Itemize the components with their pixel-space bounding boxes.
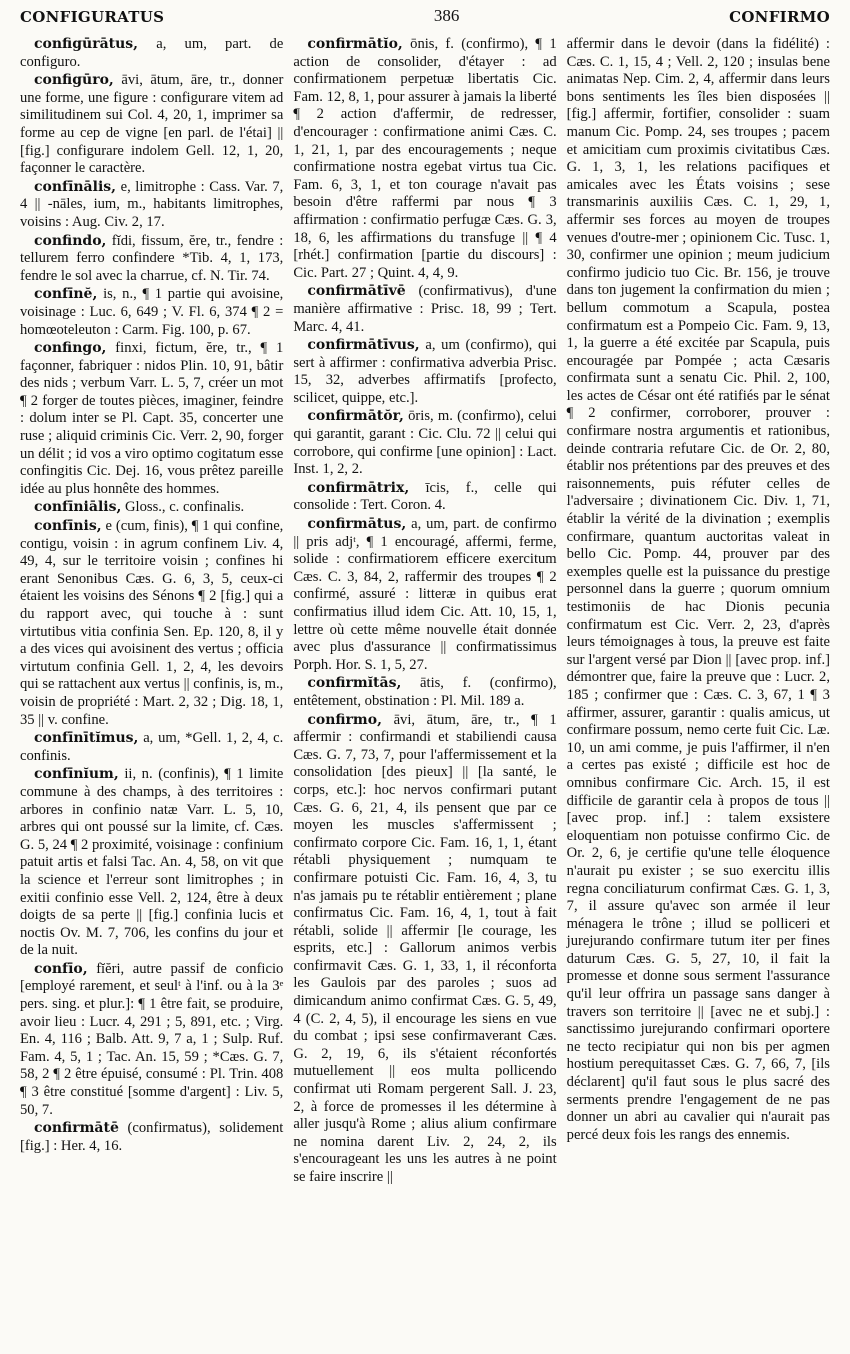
entry-headword: confirmātīvus,: [307, 337, 420, 354]
dictionary-entry: [20, 499, 283, 517]
entry-definition: ātis, f. (confirmo), entêtement, obstination : Pl. Mil. 189 a.: [293, 675, 557, 709]
entry-definition: a, um, part. de confirmo || pris adjᵗ, ¶ 1 encouragé, affermi, ferme, solide : confirmatiorem efficere exercitum Cæs. C. 3, 84, 2, raffermir des troupes ¶ 2 confirmé, assuré : litteræ in quibus erat confirmatius illud idem Cic. Att. 10, 15, 1, lettre où cette même nouvelle était donnée avec plus d'assurance || confirmatissimus Porph. Hor. S. 1, 5, 27.: [293, 516, 557, 673]
dictionary-entry: [293, 675, 556, 710]
dictionary-entry: [20, 730, 283, 765]
entry-definition: a, um (confirmo), qui sert à affirmer : confirmativa adverbia Prisc. 15, 32, adverbes affirmatifs [profecto, scilicet, quippe, etc.].: [293, 337, 557, 406]
dictionary-entry: [20, 286, 283, 339]
entry-headword: confirmātŏr,: [307, 408, 404, 425]
dictionary-entry: [293, 516, 556, 674]
entry-definition: īcis, f., celle qui consolide : Tert. Coron. 4.: [293, 479, 557, 514]
entry-headword: confīnis,: [34, 518, 102, 535]
entry-headword: configūro,: [34, 72, 114, 89]
entry-definition: fĭĕri, autre passif de conficio [employé rarement, et seulᵗ à l'inf. ou à la 3ᵉ pers. sing. et plur.]: ¶ 1 être fait, se produire, avoir lieu : Lucr. 4, 291 ; 5, 891, etc. ; Virg. En. 4, 116 ; Balb. Att. 9, 7 a, 1 ; Sulp. Ruf. Fam. 4, 5, 1 ; Tac. An. 15, 59 ; *Cæs. G. 7, 58, 2 ¶ 2 être épuisé, consumé : Pl. Trin. 408 ¶ 3 être constitué [somme d'argent] : Liv. 5, 50, 7.: [20, 960, 284, 1118]
dictionary-entry: [293, 36, 556, 282]
entry-definition: is, n., ¶ 1 partie qui avoisine, voisinage : Luc. 6, 649 ; V. Fl. 6, 374 ¶ 2 = homœoteleuton : Carm. Fig. 100, p. 67.: [20, 286, 284, 338]
left-guide-word: CONFIGURATUS: [20, 8, 165, 26]
entry-definition: a, um, *Gell. 1, 2, 4, c. confinis.: [20, 730, 284, 764]
entry-definition: affermir dans le devoir (dans la fidélité) : Cæs. C. 1, 15, 4 ; Vell. 2, 120 ; insulas bene animatas Nep. Cim. 2, 4, affermir dans leurs bons sentiments les îles bien disposées || [fig.] affermir, fortifier, consolider : suam manum Cic. Pomp. 24, ses troupes ; pacem et amicitiam cum proximis civitatibus Cæs. G. 1, 3, 1, les relations pacifiques et amicales avec les États voisins ; sese transmarinis auxiliis Cæs. C. 1, 29, 1, affermir ses forces au moyen de troupes venues d'outre-mer ; opinionem Cic. Tusc. 1, 30, confirmer une opinion ; meum judicium confirmo judicio tuo Cic. Br. 156, je trouve dans ton jugement la confirmation du mien ; bellum commotum a Scapula, postea confirmatum est a Pompeio Cic. Fam. 9, 13, 1, la guerre a été excitée par Scapula, puis encouragée par Pompée ; acta Cæsaris confirmata sunt a senatu Cic. Phil. 2, 100, les actes de César ont été ratifiés par le sénat ¶ 2 confirmer, corroborer, prouver : confirmare nostra argumentis et rationibus, deinde contraria refutare Cic. de Or. 2, 80, établir nos prétentions par des preuves et des raisonnements, puis réfuter celles de l'adversaire ; divinationem Cic. Div. 1, 71, établir la vérité de la divination ; exemplis confirmare, quantum auctoritas valeat in bello Cic. Pomp. 44, prouver par des exemples quelle est la puissance du prestige personnel dans la guerre ; quorum omnium testimoniis de hac Dionis pecunia confirmatum est Cic. Verr. 2, 23, d'après leurs témoignages à tous, la preuve est faite sur l'argent versé par Dion || [avec prop. inf.] démontrer que, faire la preuve que : Lucr. 2, 185 ; confirmer que : Cæs. C. 3, 67, 1 ¶ 3 affirmer, assurer, garantir : qualis amicus, ut confirmare possum, nemo certe fuit Cic. Læ. 10, un ami comme, je puis l'affirmer, il n'en a certes pas existé ; difficile est hoc de omnibus confirmare Cic. Arch. 15, il est difficile de garantir cela à propos de tous || [avec prop. inf.] : talem exsistere eloquentiam non potuisse confirmo Cic. de Or. 2, 6, je certifie qu'une telle éloquence n'aurait pu exister ; se suo exercitu illis regna conciliaturum confirmat Cæs. G. 1, 3, 7, il assure qu'avec son armée il leur ménagera le trône ; illud se polliceri et jurejurando confirmare tutum iter per fines daturum Cæs. G. 5, 27, 10, il fait la promesse et donne sous serment l'assurance qu'il leur offrira un passage sans danger à travers son territoire || [avec ne et subj.] : sanctissimo jurejurando confirmari oportere ne tecto recipiatur qui non bis per agmen hostium perequitasset Cæs. G. 7, 66, 7, [ils déclarent] qu'il faut sous le plus sacré des serments prendre l'engagement de ne pas donner un abri au cavalier qui n'aurait pas percé deux fois les rangs des ennemis.: [566, 36, 830, 1143]
entry-definition: ii, n. (confinis), ¶ 1 limite commune à des champs, à des territoires : arbores in confinio natæ Varr. L. 5, 10, arbres qui ont poussé sur la limite, cf. Cæs. G. 5, 24 ¶ 2 proximité, voisinage : confinium patuit artis et falsi Tac. An. 4, 58, on vit que la science et l'erreur sont limitrophes ; in exitii confinio esse Vell. 2, 124, être à deux doigts de sa perte || [fig.] confinia lucis et noctis Ov. M. 7, 706, les confins du jour et de la nuit.: [20, 766, 284, 959]
entry-definition: e, limitrophe : Cass. Var. 7, 4 || -nāles, ium, m., habitants limitrophes, voisins : Aug. Civ. 2, 17.: [20, 178, 284, 230]
entry-definition: Gloss., c. confinalis.: [125, 499, 245, 516]
entry-headword: confirmo,: [307, 711, 382, 728]
dictionary-entry: [293, 408, 556, 478]
columns: [20, 36, 830, 1188]
dictionary-entry: [20, 233, 283, 286]
column-2: [293, 36, 556, 1188]
entry-headword: confīnĭum,: [34, 766, 119, 783]
entry-headword: confīnālis,: [34, 178, 117, 195]
entry-definition: finxi, fictum, ĕre, tr., ¶ 1 façonner, fabriquer : nidos Plin. 10, 91, bâtir des nids ; verbum Varr. L. 5, 7, créer un mot ¶ 2 forger de toutes pièces, imaginer, feindre : dolum inter se Pl. Capt. 35, concerter une ruse ; aliquid criminis Cic. Verr. 2, 90, forger un délit ; id vos a viro optimo cogitatum esse confingitis Cic. Dej. 16, vous prêtez pareille idée au plus honnête des hommes.: [20, 340, 284, 497]
entry-headword: confīniālis,: [34, 499, 122, 516]
entry-definition: āvi, ātum, āre, tr., ¶ 1 affermir : confirmandi et stabiliendi causa Cæs. G. 7, 73, 7, pour l'affermissement et la consolidation [des pieux] || [la santé, le corps, etc.]: hoc nervos confirmari putant Cæs. G. 6, 21, 4, ils pensent que par ce moyen les muscles s'affermissent ; confirmato corpore Cic. Fam. 16, 1, 1, étant rétabli physiquement ; numquam te confirmare potuisti Cic. Fam. 16, 4, 3, tu n'as jamais pu te rétablir entièrement ; plane confirmatus Cic. Fam. 16, 4, 1, tout à fait rétabli, solide || affermir [le courage, les esprits, etc.] : Gallorum animos verbis confirmavit Cæs. G. 1, 33, 1, il réconforta les Gaulois par des paroles ; suos ad dimicandum animo confirmat Cæs. G. 5, 49, 4 (C. 2, 4, 5), il encourage les siens en vue du combat ; ipsi sese confirmaverant Cæs. G. 2, 19, 6, ils s'étaient réconfortés mutuellement || eos multa pollicendo confirmat uti Romam pergerent Sall. J. 23, 2, à force de promesses il les détermine à aller jusqu'à Rome ; alius alium confirmare ne nomina darent Liv. 2, 24, 2, ils s'encourageant les uns les autres à ne point se faire inscrire ||: [293, 711, 557, 1185]
entry-headword: confirmĭtās,: [307, 675, 402, 692]
entry-headword: confirmātē: [34, 1120, 119, 1137]
dictionary-entry: [20, 340, 283, 498]
entry-headword: confirmātīvē: [307, 283, 406, 300]
entry-definition: ōris, m. (confirmo), celui qui garantit, garant : Cic. Clu. 72 || celui qui corrobore, qui confirme [une opinion] : Lact. Inst. 1, 2, 2.: [293, 408, 557, 478]
dictionary-entry: [567, 36, 830, 1144]
running-header: [20, 6, 830, 36]
right-guide-word: CONFIRMO: [729, 8, 830, 26]
dictionary-entry: [20, 518, 283, 729]
entry-definition: fĭdi, fissum, ĕre, tr., fendre : tellurem ferro confindere *Tib. 4, 1, 173, fendre le sol avec la charrue, cf. N. Tir. 74.: [20, 232, 284, 284]
entry-definition: āvi, ātum, āre, tr., donner une forme, une figure : configurare vitem ad similitudinem sui Col. 4, 20, 1, imprimer sa forme au cep de vigne [en parl. de l'étai] || [fig.] configurare indolem Gell. 12, 1, 20, façonner le caractère.: [20, 72, 284, 177]
entry-headword: confīnītĭmus,: [34, 730, 139, 747]
entry-headword: confīo,: [34, 960, 88, 977]
dictionary-entry: [293, 712, 556, 1187]
dictionary-entry: [293, 480, 556, 515]
dictionary-entry: [20, 179, 283, 232]
entry-definition: (confirmatus), solidement [fig.] : Her. 4, 16.: [20, 1120, 284, 1154]
entry-headword: confirmātus,: [307, 516, 407, 533]
entry-definition: ōnis, f. (confirmo), ¶ 1 action de consolider, d'étayer : ad confirmationem perpetuæ libertatis Cic. Fam. 12, 8, 1, pour assurer à jamais la liberté ¶ 2 action d'affermir, de redresser, d'encourager : confirmatione animi Cæs. C. 1, 21, 1, par des encouragements ; neque confirmatione nostra egebat virtus tua Cic. Fam. 6, 3, 1, et ton courage n'avait pas besoin d'être raffermi par nous ¶ 3 affirmation : confirmatio perfugæ Cæs. G. 3, 18, 6, les affirmations du transfuge || ¶ 4 [rhét.] confirmation [partie du discours] : Cic. Part. 27 ; Quint. 4, 4, 9.: [293, 36, 557, 281]
entry-definition: a, um, part. de configuro.: [20, 36, 284, 70]
column-1: [20, 36, 283, 1188]
entry-definition: e (cum, finis), ¶ 1 qui confine, contigu, voisin : in agrum confinem Liv. 4, 49, 4, sur le territoire voisin ; confines hi erant Senonibus Cæs. G. 6, 3, 5, ceux-ci étaient les voisins des Sénons ¶ 2 [fig.] qui a du rapport avec, qui touche à : sunt virtutibus vitia confinia Sen. Ep. 120, 8, il y a des vices qui avoisinent des vertus ; officia virtutum confinia Gell. 1, 2, 4, les devoirs qui se rattachent aux vertus || confinis, is, m., voisin de propriété : Mart. 2, 32 ; Dig. 18, 1, 35 || v. confine.: [20, 518, 284, 728]
dictionary-entry: [20, 36, 283, 71]
entry-headword: confirmātĭo,: [307, 36, 403, 52]
dictionary-entry: [20, 1120, 283, 1155]
entry-headword: confingo,: [34, 340, 107, 357]
entry-headword: confindo,: [34, 232, 107, 249]
entry-definition: (confirmativus), d'une manière affirmative : Prisc. 18, 99 ; Tert. Marc. 4, 41.: [293, 283, 557, 335]
column-3: [567, 36, 830, 1188]
entry-headword: configūrātus,: [34, 36, 139, 52]
dictionary-entry: [20, 72, 283, 178]
dictionary-entry: [20, 766, 283, 960]
page-number: 386: [433, 6, 460, 25]
entry-headword: confirmātrix,: [307, 479, 410, 496]
dictionary-entry: [293, 283, 556, 336]
entry-headword: confīnĕ,: [34, 286, 98, 303]
dictionary-entry: [293, 337, 556, 407]
dictionary-entry: [20, 961, 283, 1119]
